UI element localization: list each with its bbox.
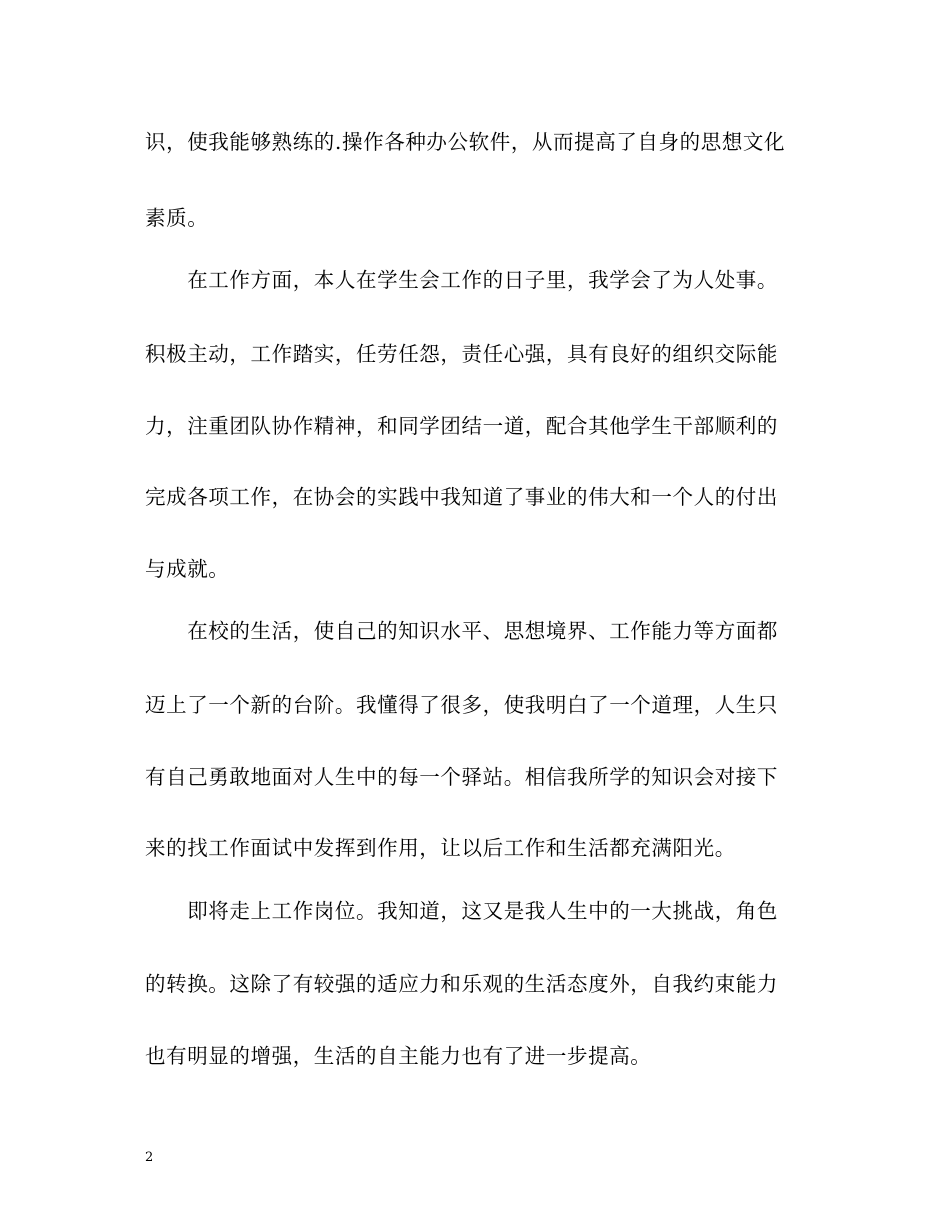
text-line: 在校的生活，使自己的知识水平、思想境界、工作能力等方面都	[145, 619, 778, 643]
text-line: 识，使我能够熟练的.操作各种办公软件，从而提高了自身的思想文化	[145, 130, 786, 154]
text-line: 素质。	[145, 206, 209, 230]
text-line: 力，注重团队协作精神，和同学团结一道，配合其他学生干部顺利的	[145, 414, 778, 438]
text-line: 在工作方面，本人在学生会工作的日子里，我学会了为人处事。	[145, 268, 778, 292]
text-line: 积极主动，工作踏实，任劳任怨，责任心强，具有良好的组织交际能	[145, 342, 778, 366]
text-line: 也有明显的增强，生活的自主能力也有了进一步提高。	[145, 1044, 652, 1068]
text-line: 迈上了一个新的台阶。我懂得了很多，使我明白了一个道理，人生只	[145, 693, 778, 717]
text-line: 完成各项工作，在协会的实践中我知道了事业的伟大和一个人的付出	[145, 485, 778, 509]
text-line: 来的找工作面试中发挥到作用，让以后工作和生活都充满阳光。	[145, 836, 736, 860]
text-line: 的转换。这除了有较强的适应力和乐观的生活态度外，自我约束能力	[145, 972, 778, 996]
text-line: 与成就。	[145, 557, 230, 581]
text-line: 即将走上工作岗位。我知道，这又是我人生中的一大挑战，角色	[145, 899, 778, 923]
page-number: 2	[145, 1150, 154, 1165]
text-line: 有自己勇敢地面对人生中的每一个驿站。相信我所学的知识会对接下	[145, 765, 778, 789]
